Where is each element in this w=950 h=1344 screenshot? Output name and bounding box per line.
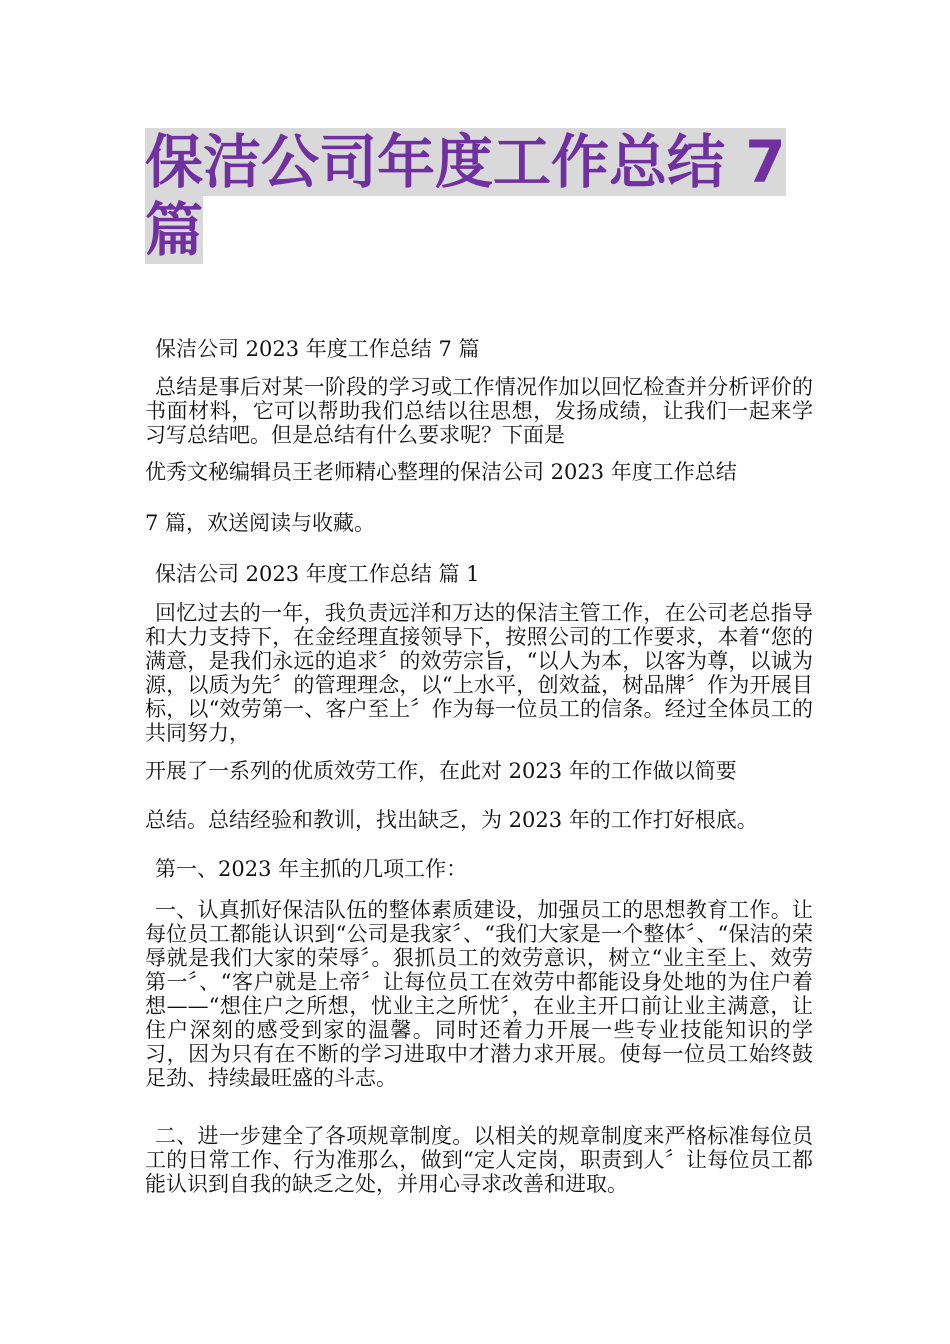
intro-line-2: 优秀文秘编辑员王老师精心整理的保洁公司 2023 年度工作总结 xyxy=(145,460,737,484)
document-subtitle: 保洁公司 2023 年度工作总结 7 篇 xyxy=(155,337,480,361)
document-title-block xyxy=(145,128,815,264)
list-item: 二、进一步建全了各项规章制度。以相关的规章制度来严格标准每位员工的日常工作、行为准那么，做到“定人定岗，职责到人〞让每位员工都能认识到自我的缺乏之处，并用心寻求改善和进取。 xyxy=(145,1124,813,1196)
section-paragraph: 回忆过去的一年，我负责远洋和万达的保洁主管工作，在公司老总指导和大力支持下，在金经理直接领导下，按照公司的工作要求，本着“您的满意，是我们永远的追求〞的效劳宗旨，“以人为本，以客为尊，以诚为源，以质为先〞的管理理念，以“上水平，创效益，树品牌〞作为开展目标，以“效劳第一、客户至上〞作为每一位员工的信条。经过全体员工的共同努力， xyxy=(145,601,813,745)
intro-paragraph: 总结是事后对某一阶段的学习或工作情况作加以回忆检查并分析评价的书面材料，它可以帮助我们总结以往思想，发扬成绩，让我们一起来学习写总结吧。但是总结有什么要求呢？下面是 xyxy=(145,375,813,447)
section-paragraph-line-3: 总结。总结经验和教训，找出缺乏，为 2023 年的工作打好根底。 xyxy=(145,808,758,832)
section-paragraph-line-2: 开展了一系列的优质效劳工作，在此对 2023 年的工作做以简要 xyxy=(145,759,737,783)
part-heading: 第一、2023 年主抓的几项工作： xyxy=(155,857,468,881)
document-title xyxy=(145,128,815,264)
intro-line-3: 7 篇，欢送阅读与收藏。 xyxy=(145,511,376,535)
list-item: 一、认真抓好保洁队伍的整体素质建设，加强员工的思想教育工作。让每位员工都能认识到“公司是我家〞、“我们大家是一个整体〞、“保洁的荣辱就是我们大家的荣辱〞。狠抓员工的效劳意识，树立“业主至上、效劳第一〞、“客户就是上帝〞让每位员工在效劳中都能设身处地的为住户着想——“想住户之所想，忧业主之所忧〞，在业主开口前让业主满意，让住户深刻的感受到家的温馨。同时还着力开展一些专业技能知识的学习，因为只有在不断的学习进取中才潜力求开展。使每一位员工始终鼓足劲、持续最旺盛的斗志。 xyxy=(145,898,813,1090)
section-heading: 保洁公司 2023 年度工作总结 篇 1 xyxy=(155,562,480,586)
document-title-text: 保洁公司年度工作总结 7 篇 xyxy=(145,128,786,264)
